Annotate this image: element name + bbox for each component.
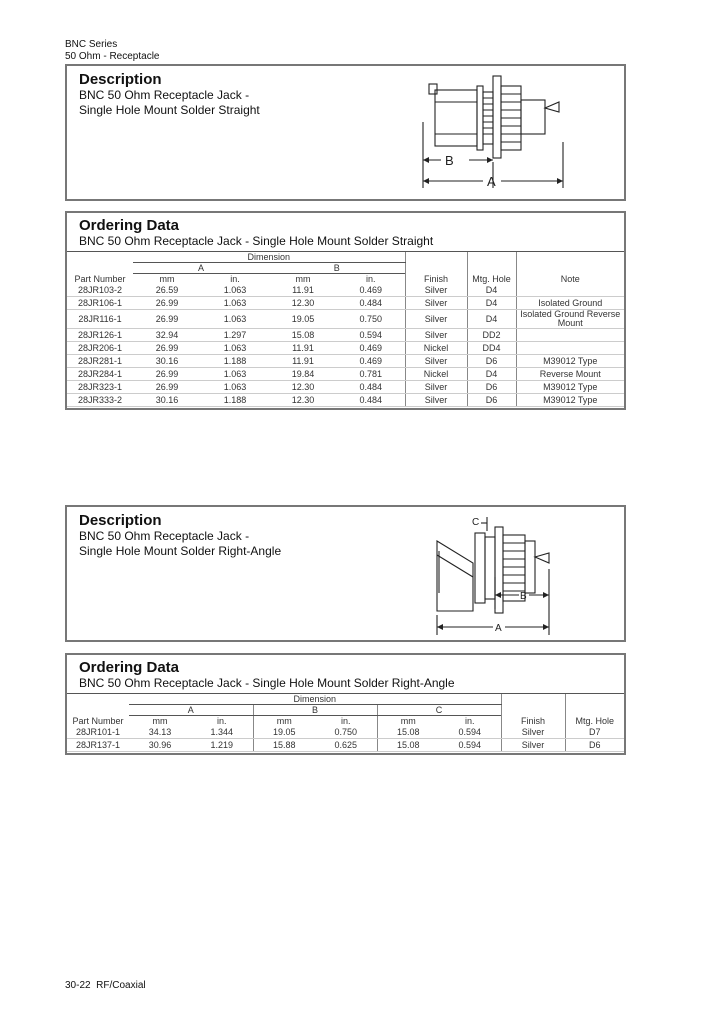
description-box-right-angle [65, 505, 626, 642]
cell-mtg: D4 [467, 310, 516, 329]
dim-label-b2: B [520, 591, 527, 602]
description-title: Description [79, 71, 162, 88]
col-dimension-2: Dimension [129, 694, 501, 705]
cell-a-mm: 34.13 [129, 726, 191, 739]
cell-mtg: D6 [467, 355, 516, 368]
cell-note: M39012 Type [516, 381, 624, 394]
table-row [67, 342, 624, 355]
description-subtitle-1: BNC 50 Ohm Receptacle Jack - [79, 88, 250, 102]
cell-finish: Silver [405, 381, 467, 394]
section-name: RF/Coaxial [96, 980, 146, 991]
col-mtg-hole-2: Mtg. Hole [565, 694, 624, 726]
unit2-c-in: in. [464, 716, 475, 726]
cell-b-in: 0.469 [337, 355, 405, 368]
cell-part: 28JR101-1 [67, 726, 129, 739]
dim-label-a: A [487, 174, 496, 189]
cell-a-mm: 30.16 [133, 355, 201, 368]
cell-a-mm: 30.96 [129, 739, 191, 752]
cell-a-mm: 26.99 [133, 310, 201, 329]
dim-label-b: B [445, 153, 454, 168]
cell-a-mm: 26.59 [133, 284, 201, 297]
col-mtg-hole: Mtg. Hole [467, 252, 516, 284]
cell-mtg: D7 [565, 726, 624, 739]
cell-finish: Silver [405, 329, 467, 342]
cell-c-mm: 15.08 [377, 739, 439, 752]
cell-part: 28JR281-1 [67, 355, 133, 368]
cell-mtg: DD4 [467, 342, 516, 355]
cell-part: 28JR284-1 [67, 368, 133, 381]
cell-b-mm: 19.84 [269, 368, 337, 381]
cell-part: 28JR106-1 [67, 297, 133, 310]
cell-b-in: 0.484 [337, 381, 405, 394]
right-angle-connector-drawing [433, 511, 593, 639]
cell-c-mm: 15.08 [377, 726, 439, 739]
cell-part: 28JR206-1 [67, 342, 133, 355]
dim-label-c: C [472, 517, 480, 528]
table-row [67, 394, 624, 407]
cell-b-mm: 19.05 [269, 310, 337, 329]
table-row [67, 310, 624, 329]
col-dim-a-2: A [129, 705, 253, 716]
page-footer [65, 980, 146, 991]
cell-b-mm: 15.88 [253, 739, 315, 752]
cell-b-mm: 12.30 [269, 394, 337, 407]
cell-note: M39012 Type [516, 355, 624, 368]
cell-b-mm: 11.91 [269, 355, 337, 368]
cell-finish: Nickel [405, 368, 467, 381]
cell-b-in: 0.594 [337, 329, 405, 342]
cell-finish: Silver [405, 297, 467, 310]
series-label: BNC Series [65, 39, 118, 50]
table-row [67, 368, 624, 381]
cell-a-mm: 26.99 [133, 381, 201, 394]
cell-a-in: 1.219 [191, 739, 253, 752]
ordering-subtitle: BNC 50 Ohm Receptacle Jack - Single Hole Mount Solder Straight [79, 234, 434, 248]
table-row [67, 381, 624, 394]
unit-a-in: in. [230, 274, 240, 284]
ordering-box-straight [65, 211, 626, 410]
cell-b-mm: 11.91 [269, 284, 337, 297]
cell-a-in: 1.063 [201, 381, 269, 394]
page-header [65, 39, 160, 63]
unit2-b-mm: mm [253, 716, 315, 727]
table-row [67, 739, 624, 752]
col-dim-c-2: C [377, 705, 501, 716]
category-label: 50 Ohm - Receptacle [65, 51, 160, 62]
cell-mtg: D4 [467, 284, 516, 297]
cell-a-in: 1.188 [201, 355, 269, 368]
cell-finish: Nickel [405, 342, 467, 355]
cell-part: 28JR116-1 [67, 310, 133, 329]
unit-b-in: in. [365, 274, 376, 284]
cell-part: 28JR333-2 [67, 394, 133, 407]
cell-a-in: 1.188 [201, 394, 269, 407]
cell-note: M39012 Type [516, 394, 624, 407]
cell-a-in: 1.063 [201, 310, 269, 329]
cell-a-in: 1.344 [191, 726, 253, 739]
dim-label-a2: A [495, 623, 502, 634]
col-part-number: Part Number [74, 274, 126, 284]
cell-mtg: D6 [467, 381, 516, 394]
cell-part: 28JR126-1 [67, 329, 133, 342]
unit2-c-mm: mm [377, 716, 439, 727]
cell-finish: Silver [405, 284, 467, 297]
unit2-b-in: in. [340, 716, 351, 726]
cell-b-mm: 11.91 [269, 342, 337, 355]
cell-b-in: 0.625 [315, 739, 377, 752]
table-row [67, 355, 624, 368]
cell-a-mm: 26.99 [133, 297, 201, 310]
col-dim-a: A [133, 263, 269, 274]
unit2-a-in: in. [216, 716, 227, 726]
cell-a-mm: 30.16 [133, 394, 201, 407]
col-dim-b: B [269, 263, 405, 274]
cell-mtg: D6 [565, 739, 624, 752]
col-finish-2: Finish [501, 694, 565, 726]
cell-b-in: 0.750 [337, 310, 405, 329]
cell-part: 28JR137-1 [67, 739, 129, 752]
cell-part: 28JR103-2 [67, 284, 133, 297]
cell-part: 28JR323-1 [67, 381, 133, 394]
page-number: 30-22 [65, 980, 91, 991]
cell-note [516, 329, 624, 342]
cell-a-in: 1.063 [201, 342, 269, 355]
cell-b-in: 0.750 [315, 726, 377, 739]
cell-mtg: D6 [467, 394, 516, 407]
cell-a-in: 1.063 [201, 284, 269, 297]
cell-note [516, 342, 624, 355]
cell-b-mm: 15.08 [269, 329, 337, 342]
unit-a-mm: mm [159, 274, 175, 284]
unit-b-mm: mm [295, 274, 311, 284]
cell-a-mm: 26.99 [133, 342, 201, 355]
cell-mtg: D4 [467, 368, 516, 381]
cell-a-in: 1.063 [201, 368, 269, 381]
straight-connector-drawing [415, 72, 595, 197]
ordering-title: Ordering Data [79, 217, 180, 234]
col-finish: Finish [405, 252, 467, 284]
description-title-2: Description [79, 512, 162, 529]
col-dim-b-2: B [253, 705, 377, 716]
cell-c-in: 0.594 [439, 726, 501, 739]
description-box-straight [65, 64, 626, 201]
cell-b-mm: 12.30 [269, 381, 337, 394]
description-subtitle-2: Single Hole Mount Solder Straight [79, 103, 260, 117]
cell-b-in: 0.484 [337, 394, 405, 407]
table-row [67, 284, 624, 297]
ordering-table-right-angle [67, 694, 624, 752]
cell-note: Isolated Ground Reverse Mount [516, 310, 624, 329]
cell-note: Reverse Mount [516, 368, 624, 381]
cell-b-in: 0.469 [337, 342, 405, 355]
ordering-subtitle-2: BNC 50 Ohm Receptacle Jack - Single Hole Mount Solder Right-Angle [79, 676, 455, 690]
table-row [67, 297, 624, 310]
cell-a-in: 1.297 [201, 329, 269, 342]
cell-finish: Silver [501, 739, 565, 752]
cell-b-in: 0.781 [337, 368, 405, 381]
cell-note [516, 284, 624, 297]
cell-b-in: 0.484 [337, 297, 405, 310]
cell-b-in: 0.469 [337, 284, 405, 297]
cell-mtg: DD2 [467, 329, 516, 342]
cell-c-in: 0.594 [439, 739, 501, 752]
cell-a-mm: 32.94 [133, 329, 201, 342]
cell-finish: Silver [405, 310, 467, 329]
cell-mtg: D4 [467, 297, 516, 310]
ordering-table-straight [67, 252, 624, 407]
description-subtitle-2-1: BNC 50 Ohm Receptacle Jack - [79, 529, 250, 543]
cell-b-mm: 12.30 [269, 297, 337, 310]
cell-finish: Silver [501, 726, 565, 739]
cell-b-mm: 19.05 [253, 726, 315, 739]
cell-finish: Silver [405, 355, 467, 368]
table-row [67, 329, 624, 342]
description-subtitle-2-2: Single Hole Mount Solder Right-Angle [79, 544, 282, 558]
ordering-box-right-angle [65, 653, 626, 755]
col-part-number-2: Part Number [72, 716, 124, 726]
cell-a-in: 1.063 [201, 297, 269, 310]
cell-note: Isolated Ground [516, 297, 624, 310]
unit2-a-mm: mm [152, 716, 168, 726]
cell-finish: Silver [405, 394, 467, 407]
col-dimension: Dimension [133, 252, 405, 263]
col-note: Note [516, 252, 624, 284]
table-row [67, 726, 624, 739]
ordering-title-2: Ordering Data [79, 659, 180, 676]
cell-a-mm: 26.99 [133, 368, 201, 381]
